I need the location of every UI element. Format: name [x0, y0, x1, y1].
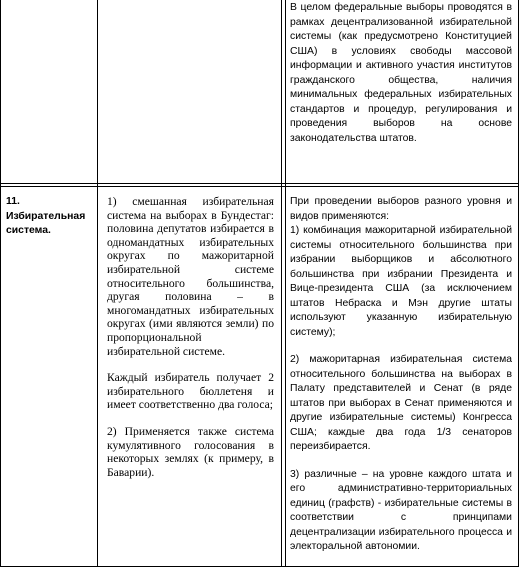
row-11-usa-cell: [290, 195, 512, 555]
row-11-title: 11. Избирательная система.: [6, 196, 86, 236]
germany-paragraph-2: Каждый избиратель получает 2 избирательного бюллетеня и имеет соответственно два голоса;: [107, 371, 274, 412]
usa-paragraph-intro: При проведении выборов разного уровня и видов применяются:: [290, 196, 512, 222]
germany-paragraph-1: 1) смешанная избирательная система на выборах в Бундестаг: половина депутатов избирается в одномандатных избирательных округах по мажоритарной избирательной системе относительного большинства, другая половина – в многомандатных избирательных округах (ими являются земли) по пропорциональной избирательной системе.: [107, 195, 274, 358]
table-border-col2-left: [281, 0, 282, 567]
germany-paragraph-3: 2) Применяется также система кумулятивного голосования в некоторых землях (к примеру, в Баварии).: [107, 424, 274, 479]
row-11-germany-cell: [107, 195, 274, 479]
top-row-usa-text: В целом федеральные выборы проводятся в рамках децентрализованной избирательной системы (как предусмотрено Конституцией США) в условиях свободы массовой информации и активного участия институтов гражданского общества, наличия минимальных федеральных избирательных стандартов и процедур, регулирования и проведения выборов на основе законодательства штатов.: [290, 2, 512, 144]
row-11-title-cell: [6, 195, 94, 239]
row-separator: [0, 183, 519, 184]
usa-paragraph-1: 1) комбинация мажоритарной избирательной системы относительного большинства при избрании выборщиков и абсолютного большинства при избрании Президента и Вице-президента США (за исключением штатов Небраска и Мэн другие штаты используют указанную избирательную систему);: [290, 225, 512, 338]
table-border-col1: [97, 0, 98, 567]
top-row-usa-cell: [290, 1, 512, 146]
table-border-col2-right: [285, 0, 286, 567]
usa-paragraph-3: 3) различные – на уровне каждого штата и его административно-территориальных единиц (графств) - избирательные системы в соответствии с принципами децентрализации избирательного процесса и электоральной автономии.: [290, 468, 512, 552]
row-separator-double: [0, 186, 519, 187]
table-border-left: [0, 0, 1, 567]
usa-paragraph-2: 2) мажоритарная избирательная система относительного большинства на выборах в Палату представителей и Сенат (в ряде штатов при выборах в Сенат применяются и другие избирательные системы) Конгресса США; каждые два года 1/3 сенаторов переизбирается.: [290, 354, 512, 452]
